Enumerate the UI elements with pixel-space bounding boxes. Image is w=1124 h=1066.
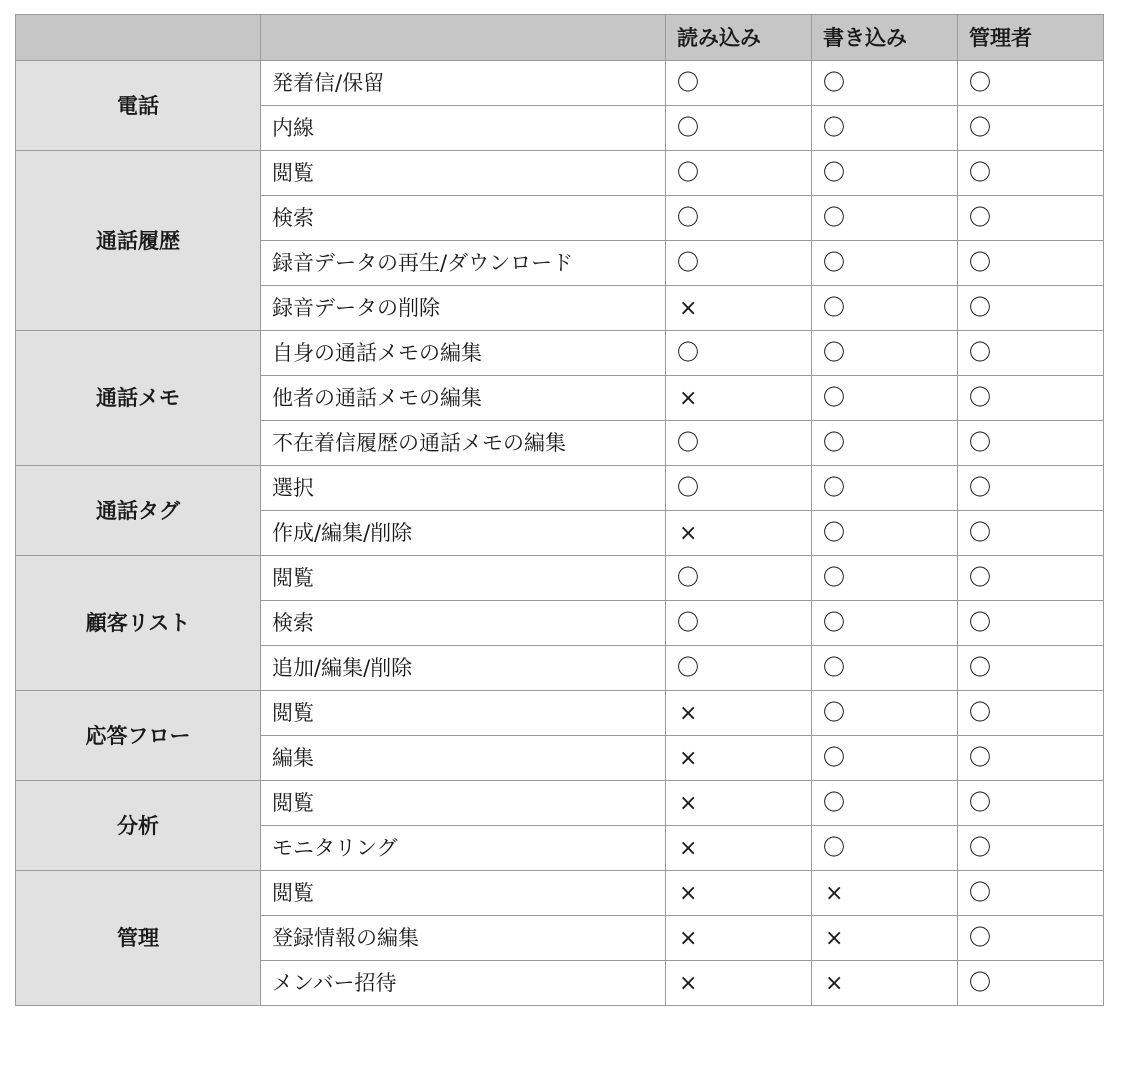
feature-cell: 録音データの再生/ダウンロード [261, 241, 666, 286]
permission-cell-admin [958, 556, 1104, 601]
allowed-circle-icon: 〇 [677, 205, 700, 231]
permission-cell-read [666, 646, 812, 691]
permission-cell-write [812, 106, 958, 151]
feature-cell: 不在着信履歴の通話メモの編集 [261, 421, 666, 466]
permission-cell-write [812, 916, 958, 961]
allowed-circle-icon: 〇 [823, 385, 846, 411]
denied-cross-icon: × [679, 745, 698, 771]
denied-cross-icon: × [679, 520, 698, 546]
table-row [16, 781, 1104, 826]
permission-cell-read [666, 691, 812, 736]
denied-cross-icon: × [825, 880, 844, 906]
feature-cell: 発着信/保留 [261, 61, 666, 106]
permission-cell-read [666, 556, 812, 601]
category-cell: 通話履歴 [16, 151, 261, 331]
permission-cell-write [812, 286, 958, 331]
feature-cell: 追加/編集/削除 [261, 646, 666, 691]
allowed-circle-icon: 〇 [823, 160, 846, 186]
permission-cell-admin [958, 601, 1104, 646]
category-cell: 通話メモ [16, 331, 261, 466]
feature-cell: 選択 [261, 466, 666, 511]
allowed-circle-icon: 〇 [823, 430, 846, 456]
allowed-circle-icon: 〇 [677, 475, 700, 501]
permission-cell-read [666, 241, 812, 286]
table-row [16, 466, 1104, 511]
permission-cell-read [666, 871, 812, 916]
allowed-circle-icon: 〇 [969, 340, 992, 366]
permission-cell-write [812, 961, 958, 1006]
permission-cell-write [812, 736, 958, 781]
permission-cell-read [666, 601, 812, 646]
permission-cell-write [812, 556, 958, 601]
allowed-circle-icon: 〇 [969, 385, 992, 411]
denied-cross-icon: × [679, 835, 698, 861]
feature-cell: 閲覧 [261, 871, 666, 916]
permission-cell-admin [958, 736, 1104, 781]
allowed-circle-icon: 〇 [969, 655, 992, 681]
permission-cell-admin [958, 196, 1104, 241]
feature-cell: 録音データの削除 [261, 286, 666, 331]
permission-cell-read [666, 826, 812, 871]
allowed-circle-icon: 〇 [823, 70, 846, 96]
permission-cell-write [812, 421, 958, 466]
feature-cell: 検索 [261, 601, 666, 646]
denied-cross-icon: × [825, 970, 844, 996]
permission-cell-admin [958, 421, 1104, 466]
allowed-circle-icon: 〇 [677, 430, 700, 456]
allowed-circle-icon: 〇 [677, 610, 700, 636]
header-category-cell [16, 15, 261, 61]
permission-cell-read [666, 106, 812, 151]
permission-cell-admin [958, 376, 1104, 421]
allowed-circle-icon: 〇 [969, 925, 992, 951]
category-cell: 通話タグ [16, 466, 261, 556]
allowed-circle-icon: 〇 [823, 790, 846, 816]
permission-cell-write [812, 511, 958, 556]
permission-cell-admin [958, 241, 1104, 286]
permission-cell-read [666, 511, 812, 556]
allowed-circle-icon: 〇 [677, 340, 700, 366]
permission-cell-admin [958, 871, 1104, 916]
permission-cell-read [666, 916, 812, 961]
allowed-circle-icon: 〇 [823, 205, 846, 231]
denied-cross-icon: × [679, 790, 698, 816]
allowed-circle-icon: 〇 [969, 475, 992, 501]
allowed-circle-icon: 〇 [823, 835, 846, 861]
allowed-circle-icon: 〇 [677, 655, 700, 681]
feature-cell: 内線 [261, 106, 666, 151]
feature-cell: 登録情報の編集 [261, 916, 666, 961]
denied-cross-icon: × [825, 925, 844, 951]
permission-cell-read [666, 151, 812, 196]
header-role-write: 書き込み [812, 15, 958, 61]
allowed-circle-icon: 〇 [823, 655, 846, 681]
allowed-circle-icon: 〇 [969, 70, 992, 96]
allowed-circle-icon: 〇 [969, 880, 992, 906]
allowed-circle-icon: 〇 [969, 115, 992, 141]
permission-cell-write [812, 241, 958, 286]
allowed-circle-icon: 〇 [969, 700, 992, 726]
permission-cell-read [666, 961, 812, 1006]
denied-cross-icon: × [679, 970, 698, 996]
permission-cell-admin [958, 106, 1104, 151]
feature-cell: モニタリング [261, 826, 666, 871]
header-role-admin: 管理者 [958, 15, 1104, 61]
feature-cell: 編集 [261, 736, 666, 781]
table-row [16, 331, 1104, 376]
header-row [16, 15, 1104, 61]
table-row [16, 691, 1104, 736]
allowed-circle-icon: 〇 [823, 295, 846, 321]
permission-cell-write [812, 781, 958, 826]
allowed-circle-icon: 〇 [677, 250, 700, 276]
allowed-circle-icon: 〇 [969, 295, 992, 321]
header-feature-cell [261, 15, 666, 61]
category-cell: 分析 [16, 781, 261, 871]
allowed-circle-icon: 〇 [823, 610, 846, 636]
allowed-circle-icon: 〇 [969, 970, 992, 996]
allowed-circle-icon: 〇 [969, 835, 992, 861]
table-body [16, 61, 1104, 1006]
permission-cell-admin [958, 151, 1104, 196]
permission-cell-write [812, 61, 958, 106]
category-cell: 電話 [16, 61, 261, 151]
allowed-circle-icon: 〇 [823, 745, 846, 771]
feature-cell: メンバー招待 [261, 961, 666, 1006]
permission-cell-admin [958, 781, 1104, 826]
permission-cell-admin [958, 916, 1104, 961]
allowed-circle-icon: 〇 [823, 340, 846, 366]
allowed-circle-icon: 〇 [823, 700, 846, 726]
allowed-circle-icon: 〇 [677, 565, 700, 591]
category-cell: 管理 [16, 871, 261, 1006]
allowed-circle-icon: 〇 [969, 610, 992, 636]
denied-cross-icon: × [679, 700, 698, 726]
feature-cell: 他者の通話メモの編集 [261, 376, 666, 421]
permission-cell-read [666, 331, 812, 376]
permission-cell-write [812, 196, 958, 241]
category-cell: 顧客リスト [16, 556, 261, 691]
denied-cross-icon: × [679, 295, 698, 321]
permission-cell-read [666, 421, 812, 466]
permission-cell-write [812, 691, 958, 736]
permission-cell-admin [958, 691, 1104, 736]
permission-cell-admin [958, 826, 1104, 871]
permissions-table [15, 14, 1104, 1006]
permission-cell-write [812, 871, 958, 916]
permission-cell-admin [958, 466, 1104, 511]
permission-cell-admin [958, 331, 1104, 376]
denied-cross-icon: × [679, 925, 698, 951]
table-row [16, 151, 1104, 196]
permission-cell-write [812, 826, 958, 871]
allowed-circle-icon: 〇 [969, 520, 992, 546]
permission-cell-admin [958, 646, 1104, 691]
allowed-circle-icon: 〇 [823, 475, 846, 501]
allowed-circle-icon: 〇 [823, 115, 846, 141]
feature-cell: 自身の通話メモの編集 [261, 331, 666, 376]
table-row [16, 556, 1104, 601]
allowed-circle-icon: 〇 [677, 160, 700, 186]
allowed-circle-icon: 〇 [969, 430, 992, 456]
allowed-circle-icon: 〇 [969, 250, 992, 276]
permission-cell-read [666, 286, 812, 331]
feature-cell: 閲覧 [261, 781, 666, 826]
header-role-read: 読み込み [666, 15, 812, 61]
permission-cell-admin [958, 961, 1104, 1006]
denied-cross-icon: × [679, 385, 698, 411]
permission-cell-admin [958, 61, 1104, 106]
feature-cell: 検索 [261, 196, 666, 241]
permission-cell-read [666, 376, 812, 421]
permission-cell-write [812, 151, 958, 196]
allowed-circle-icon: 〇 [677, 70, 700, 96]
allowed-circle-icon: 〇 [823, 520, 846, 546]
allowed-circle-icon: 〇 [823, 565, 846, 591]
table-header [16, 15, 1104, 61]
table-row [16, 871, 1104, 916]
permission-cell-read [666, 781, 812, 826]
permission-cell-admin [958, 286, 1104, 331]
feature-cell: 閲覧 [261, 556, 666, 601]
allowed-circle-icon: 〇 [969, 205, 992, 231]
feature-cell: 閲覧 [261, 691, 666, 736]
table-row [16, 61, 1104, 106]
permission-cell-read [666, 466, 812, 511]
allowed-circle-icon: 〇 [969, 160, 992, 186]
feature-cell: 閲覧 [261, 151, 666, 196]
permission-cell-write [812, 376, 958, 421]
category-cell: 応答フロー [16, 691, 261, 781]
permission-cell-read [666, 736, 812, 781]
permission-cell-write [812, 646, 958, 691]
denied-cross-icon: × [679, 880, 698, 906]
feature-cell: 作成/編集/削除 [261, 511, 666, 556]
permission-cell-read [666, 196, 812, 241]
allowed-circle-icon: 〇 [677, 115, 700, 141]
permission-cell-admin [958, 511, 1104, 556]
allowed-circle-icon: 〇 [969, 565, 992, 591]
permission-cell-write [812, 331, 958, 376]
permission-cell-write [812, 466, 958, 511]
permission-cell-write [812, 601, 958, 646]
allowed-circle-icon: 〇 [969, 745, 992, 771]
allowed-circle-icon: 〇 [969, 790, 992, 816]
allowed-circle-icon: 〇 [823, 250, 846, 276]
permission-cell-read [666, 61, 812, 106]
